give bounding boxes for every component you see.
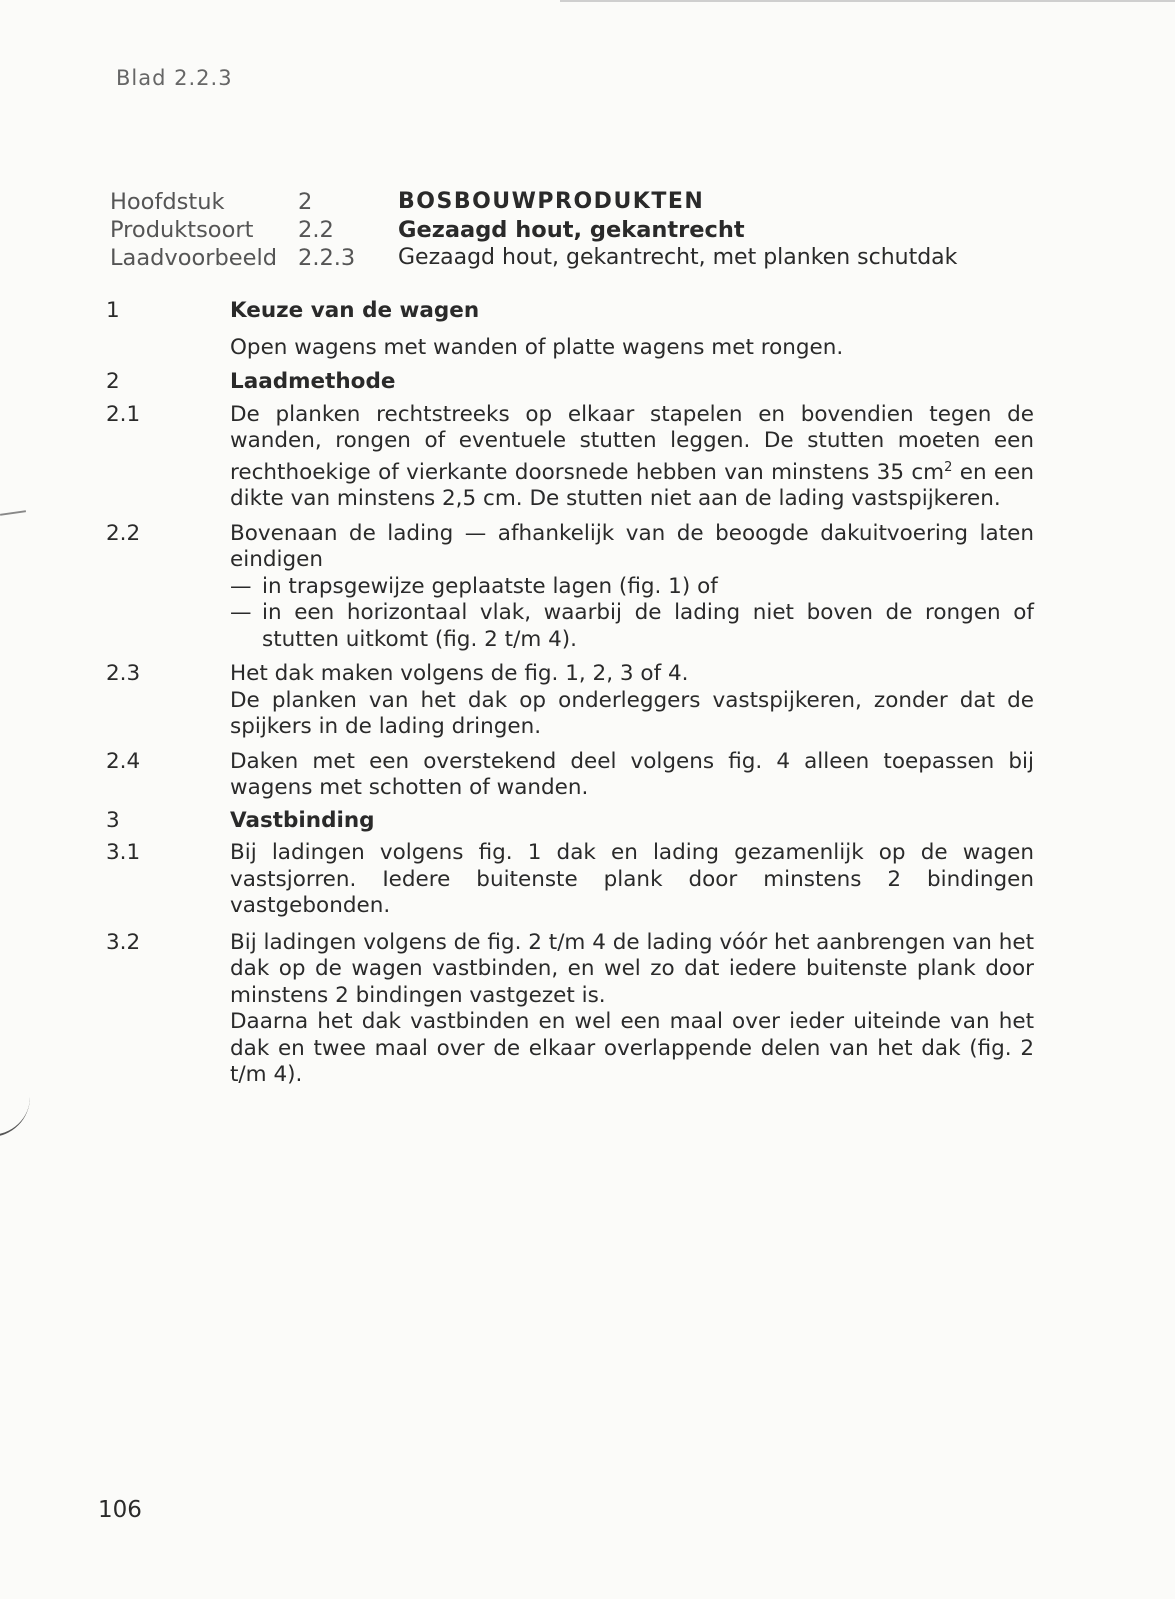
section-number: 1 [106,298,120,323]
header-row-product-type [110,216,957,244]
section-text: Bovenaan de lading — afhankelijk van de beoogde dakuitvoering laten eindigen [230,520,1034,573]
section-text: Bij ladingen volgens de fig. 2 t/m 4 de lading vóór het aanbrengen van het dak op de wagen vastbinden, en wel zo dat iedere buitenste plank door minstens 2 bindingen vastgezet is. [230,929,1034,1008]
list-item-text: in een horizontaal vlak, waarbij de lading niet boven de rongen of stutten uitkomt (fig. 2 t/m 4). [262,600,1034,652]
section-number: 2.2 [106,520,141,546]
section-text: Daarna het dak vastbinden en wel een maal over ieder uiteinde van het dak en twee maal over de elkaar overlappende delen van het dak (fig. 2 t/m 4). [230,1009,1034,1088]
section-heading: Vastbinding [230,807,375,833]
scan-margin-mark [0,510,26,516]
header-row-chapter [110,188,957,216]
section-text: De planken van het dak op onderleggers vastspijkeren, zonder dat de spijkers in de lading dringen. [230,687,1034,740]
document-body [104,298,1034,1089]
section-2-4 [104,749,1034,802]
superscript: 2 [944,459,953,475]
section-number: 2.3 [106,661,141,687]
section-number: 2.4 [106,748,141,774]
section-2-2 [104,521,1034,654]
text-part: en een dikte van minstens 2,5 cm. De stutten niet aan de lading vastspijkeren. [230,459,1035,512]
section-2-1 [104,402,1034,513]
header-number: 2.2 [298,217,334,243]
document-header [110,188,957,272]
list-item [230,574,1034,601]
list-item [230,600,1034,653]
text-part: De planken rechtstreeks op elkaar stapelen en bovendien tegen de wanden, rongen of eventuele stutten leggen. De stutten moeten een rechthoekige of vierkante doorsnede hebben van minstens 35 cm [230,401,1034,485]
section-number: 2.1 [106,401,141,427]
section-text: Het dak maken volgens de fig. 1, 2, 3 of 4. [230,661,689,687]
scan-top-edge [560,0,1175,2]
dash-bullet: — [230,573,252,599]
section-text: Open wagens met wanden of platte wagens met rongen. [230,334,844,360]
section-text: Daken met een overstekend deel volgens fig. 4 alleen toepassen bij wagens met schotten of wanden. [230,748,1034,801]
section-number: 3.2 [106,929,141,955]
bullet-list [230,574,1034,654]
dash-bullet: — [230,600,252,626]
section-1 [104,298,1034,361]
header-title: Gezaagd hout, gekantrecht, met planken schutdak [398,245,958,270]
section-heading: Keuze van de wagen [230,298,480,323]
header-label: Produktsoort [110,217,254,243]
header-title: BOSBOUWPRODUKTEN [398,189,705,214]
section-number: 2 [106,369,120,394]
header-number: 2 [298,189,313,215]
section-3-2 [104,930,1034,1089]
section-3-1 [104,840,1034,920]
section-heading: Laadmethode [230,369,396,394]
section-number: 3 [106,807,120,833]
header-title: Gezaagd hout, gekantrecht [398,217,745,243]
page-number: 106 [98,1497,142,1523]
list-item-text: in trapsgewijze geplaatste lagen (fig. 1) of [262,573,718,599]
section-3 [104,808,1034,835]
section-text: Bij ladingen volgens fig. 1 dak en lading gezamenlijk op de wagen vastsjorren. Iedere buitenste plank door minstens 2 bindingen vastgebonden. [230,840,1034,919]
section-text [230,402,1034,513]
header-label: Laadvoorbeeld [110,245,277,271]
header-label: Hoofdstuk [110,189,225,215]
scan-margin-curve [0,1095,30,1137]
header-row-loading-example [110,244,957,272]
section-2 [104,369,1034,396]
section-number: 3.1 [106,840,141,866]
section-2-3 [104,661,1034,741]
sheet-label: Blad 2.2.3 [116,66,233,90]
header-number: 2.2.3 [298,245,356,271]
